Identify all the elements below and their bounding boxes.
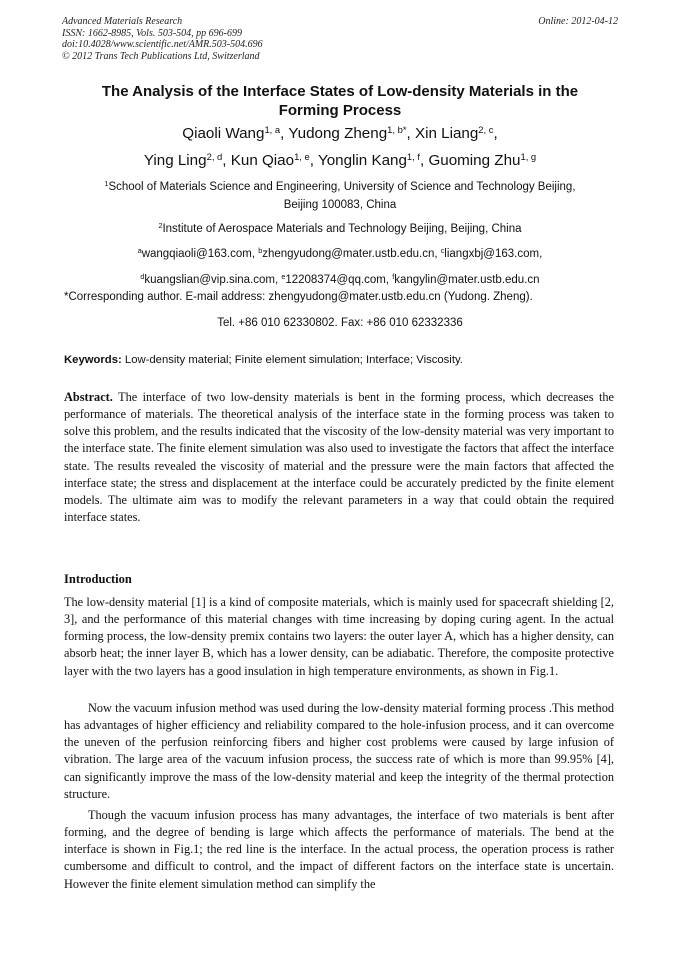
affiliation-sup: 1 <box>104 180 109 189</box>
authors-line-2: Ying Ling$^{2, d}$, Kun Qiao$^{1, e}$, Yonglin Kang$^{1, f}$, Guoming Zhu$^{1, g}$ <box>143 150 537 169</box>
affiliation-line: Institute of Aerospace Materials and Technology Beijing, Beijing, China <box>162 223 522 235</box>
copyright-line: © 2012 Trans Tech Publications Ltd, Switzerland <box>62 50 260 62</box>
email: liangxbj@163.com <box>444 248 540 260</box>
paper-title <box>62 82 618 120</box>
author-name: Ying Ling <box>143 152 207 169</box>
affiliation-2 <box>62 220 618 238</box>
keywords-label: Keywords: <box>64 354 122 366</box>
phone-fax: Tel. +86 010 62330802. Fax: +86 010 62332336 <box>217 317 463 329</box>
author-sup: 1, f <box>406 150 420 162</box>
email: kangylin@mater.ustb.edu.cn <box>394 274 540 286</box>
author-sup: 2, d <box>206 150 223 162</box>
email-sup: f <box>392 273 395 282</box>
email: kuangslian@vip.sina.com <box>144 274 275 286</box>
intro-paragraph-1: The low-density material [1] is a kind of composite materials, which is mainly used for spacecraft shielding [2, 3], and the performance of this material changes with time increasing by doping curing agent. In the actual forming process, the low-density premix contains two layers: the outer layer A, which has a higher density, can absorb heat; the inner layer B, which has a lower density, can be adiabatic. Therefore, the composite protective layer with the two layers has a good insulation in high temperature environments, as shown in Fig.1. <box>64 595 614 678</box>
email: zhengyudong@mater.ustb.edu.cn <box>262 248 435 260</box>
abstract-text: The interface of two low-density materials is bent in the forming process, which decreases the performance of materials. The theoretical analysis of the interface state in the forming process was taken to solve this problem, and the results indicated that the viscosity of the low-density material was very important to the interface state. The finite element simulation was also used to investigate the factors that affect the interface state. The results revealed the viscosity of material and the pressure were the main factors that affected the interface state; the stress and displacement at the interface could be accurately predicted by the finite element models. The ultimate aim was to modify the relevant parameters in a way that could obtain the required interface states. <box>64 390 614 525</box>
abstract-label: Abstract. <box>64 390 113 404</box>
author-sup: 2, c <box>478 123 494 135</box>
author-name: Qiaoli Wang <box>182 125 265 142</box>
author-name: Yonglin Kang <box>317 152 407 169</box>
author-name: Guoming Zhu <box>428 152 521 169</box>
intro-paragraph-3: Though the vacuum infusion process has many advantages, the interface of two materials is bent after forming, and the degree of bending is large which affects the performance of materials. The bend at the interface is shown in Fig.1; the red line is the interface. In the actual process, the operation process is rather cumbersome and difficult to control, and the impact of different factors on the interface state is uncertain. However the finite element simulation method can simplify the <box>64 808 614 891</box>
email-sup: a <box>137 247 142 256</box>
doi-line: doi:10.4028/www.scientific.net/AMR.503-504.696 <box>62 39 263 50</box>
title-line-1: The Analysis of the Interface States of Low-density Materials in the <box>101 83 579 100</box>
title-line-2: Forming Process <box>278 102 402 119</box>
email: wangqiaoli@163.com <box>141 248 252 260</box>
journal-name: Advanced Materials Research <box>62 16 183 27</box>
affiliation-line: Beijing 100083, China <box>283 199 397 211</box>
authors-line-1: Qiaoli Wang$^{1, a}$, Yudong Zheng$^{1, b*}$, Xin Liang$^{2, c}$, <box>182 123 498 142</box>
section-heading: Introduction <box>64 572 132 586</box>
issn-line: ISSN: 1662-8985, Vols. 503-504, pp 696-699 <box>62 27 242 39</box>
author-sup: 1, a <box>264 123 281 135</box>
author-name: Yudong Zheng <box>288 125 388 142</box>
email-sup: d <box>140 273 145 282</box>
email-line-1: $^a$wangqiaoli@163.com, $^b$zhengyudong@mater.ustb.edu.cn, $^c$liangxbj@163.com, <box>137 247 543 260</box>
intro-paragraph-2: Now the vacuum infusion method was used during the low-density material forming process .This method has advantages of higher efficiency and reliability compared to the hole-infusion process, and it can overcome the uneven of the perfusion reinforcing fibers and higher cost problems were caused by large infusion of vibration. The large area of the vacuum infusion process, the success rate of which is more than 99.95% [4], can significantly improve the mass of the low-density material and keep the integrity of the thermal protection structure. <box>64 701 614 801</box>
author-sup: 1, e <box>294 150 310 162</box>
online-date: Online: 2012-04-12 <box>538 16 618 27</box>
author-sup: 1, g <box>520 150 537 162</box>
email-sup: c <box>440 247 445 256</box>
email: 12208374@qq.com <box>285 274 386 286</box>
email-line-2: $^d$kuangslian@vip.sina.com, $^e$12208374@qq.com, $^f$kangylin@mater.ustb.edu.cn <box>140 273 540 286</box>
affiliation-line: School of Materials Science and Engineering, University of Science and Technology Beijing, <box>108 181 576 193</box>
author-name: Xin Liang <box>414 125 479 142</box>
keywords-text: Low-density material; Finite element simulation; Interface; Viscosity. <box>124 354 463 366</box>
author-name: Kun Qiao <box>230 152 295 169</box>
keywords <box>64 352 618 368</box>
affiliation-1 <box>62 178 618 214</box>
corresponding-author: *Corresponding author. E-mail address: zhengyudong@mater.ustb.edu.cn (Yudong. Zheng). <box>64 291 533 303</box>
affiliation-sup: 2 <box>158 222 163 231</box>
abstract <box>64 389 614 526</box>
email-sup: b <box>258 247 263 256</box>
author-sup: 1, b* <box>387 123 407 135</box>
email-sup: e <box>281 273 286 282</box>
journal-header <box>62 16 618 62</box>
